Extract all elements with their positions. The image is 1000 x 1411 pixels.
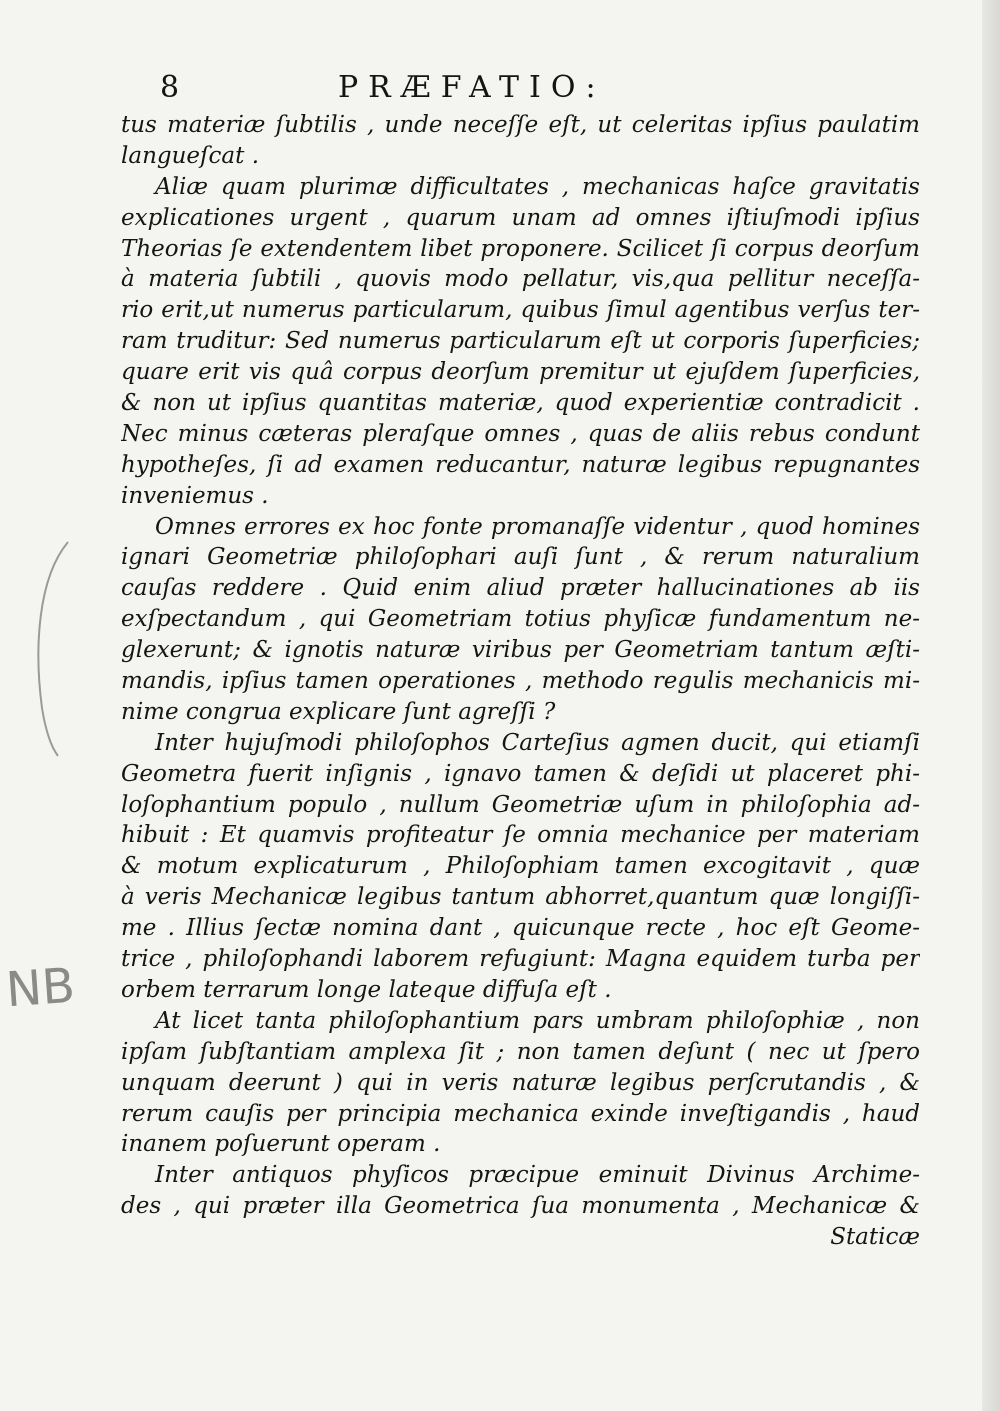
catchword: Staticæ <box>830 1224 920 1251</box>
text-line: Geometra fuerit inſignis , ignavo tamen & deſidi ut placeret phi- <box>121 760 920 787</box>
text-line: à materia ſubtili , quovis modo pellatur, vis,qua pellitur neceſſa- <box>121 266 920 293</box>
text-line: à veris Mechanicæ legibus tantum abhorret,quantum quæ longiſſi- <box>121 884 920 911</box>
text-line: & non ut ipſius quantitas materiæ, quod experientiæ contradicit . <box>121 390 920 417</box>
running-head <box>150 66 910 110</box>
text-line: Inter hujuſmodi philoſophos Carteſius agmen ducit, qui etiamſi <box>155 729 920 756</box>
body-text <box>121 110 920 1253</box>
text-line: rio erit,ut numerus particularum, quibus ſimul agentibus verſus ter- <box>121 297 920 324</box>
text-line: Nec minus cæteras pleraſque omnes , quas de aliis rebus condunt <box>121 420 920 447</box>
text-line: quare erit vis quâ corpus deorſum premitur ut ejuſdem ſuperficies, <box>121 359 920 386</box>
text-line: ram truditur: Sed numerus particularum eſt ut corporis ſuperficies; <box>121 328 920 355</box>
text-line: explicationes urgent , quarum unam ad omnes iſtiuſmodi ipſius <box>121 204 920 231</box>
page-number: 8 <box>160 70 180 105</box>
text-line: glexerunt; & ignotis naturæ viribus per Geometriam tantum æſti- <box>121 637 920 664</box>
text-line: loſophantium populo , nullum Geometriæ uſum in philoſophia ad- <box>121 791 920 818</box>
page-edge <box>982 0 1000 1411</box>
text-line: cauſas reddere . Quid enim aliud præter hallucinationes ab iis <box>121 575 920 602</box>
text-line: hibuit : Et quamvis profiteatur ſe omnia mechanice per materiam <box>121 822 920 849</box>
text-line: exſpectandum , qui Geometriam totius phyſicæ fundamentum ne- <box>121 606 920 633</box>
text-line: mandis, ipſius tamen operationes , methodo regulis mechanicis mi- <box>121 668 920 695</box>
text-line: rerum cauſis per principia mechanica exinde inveſtigandis , haud <box>121 1100 920 1127</box>
text-line: des , qui præter illa Geometrica ſua monumenta , Mechanicæ & <box>121 1193 920 1220</box>
text-line: me . Illius ſectæ nomina dant , quicunque recte , hoc eſt Geome- <box>121 915 920 942</box>
text-line: & motum explicaturum , Philoſophiam tamen excogitavit , quæ <box>121 853 920 880</box>
text-line: Aliæ quam plurimæ difficultates , mechanicas haſce gravitatis <box>155 173 920 200</box>
running-title: PRÆFATIO: <box>338 70 606 105</box>
text-line: ipſam ſubſtantiam amplexa ſit ; non tamen deſunt ( nec ut ſpero <box>121 1038 920 1065</box>
text-line: unquam deerunt ) qui in veris naturæ legibus perſcrutandis , & <box>121 1069 920 1096</box>
text-line: Theorias ſe extendentem libet proponere. Scilicet ſi corpus deorſum <box>121 235 920 262</box>
margin-bracket-mark <box>28 538 78 758</box>
margin-note: NB <box>4 957 77 1019</box>
text-line: orbem terrarum longe lateque diffuſa eſt . <box>121 976 612 1003</box>
text-line: At licet tanta philoſophantium pars umbram philoſophiæ , non <box>155 1007 920 1034</box>
text-line: ignari Geometriæ philoſophari auſi ſunt , & rerum naturalium <box>121 544 920 571</box>
text-line: nime congrua explicare ſunt agreſſi ? <box>121 698 556 725</box>
text-line: inanem poſuerunt operam . <box>121 1131 441 1158</box>
text-line: trice , philoſophandi laborem refugiunt: Magna equidem turba per <box>121 946 920 973</box>
text-line: langueſcat . <box>121 142 259 169</box>
text-line: hypotheſes, ſi ad examen reducantur, naturæ legibus repugnantes <box>121 451 920 478</box>
text-line: tus materiæ ſubtilis , unde neceſſe eſt, ut celeritas ipſius paulatim <box>121 112 920 138</box>
text-line: inveniemus . <box>121 482 269 509</box>
text-line: Inter antiquos phyſicos præcipue eminuit Divinus Archime- <box>155 1162 920 1189</box>
text-line: Omnes errores ex hoc fonte promanaſſe videntur , quod homines <box>155 513 920 540</box>
